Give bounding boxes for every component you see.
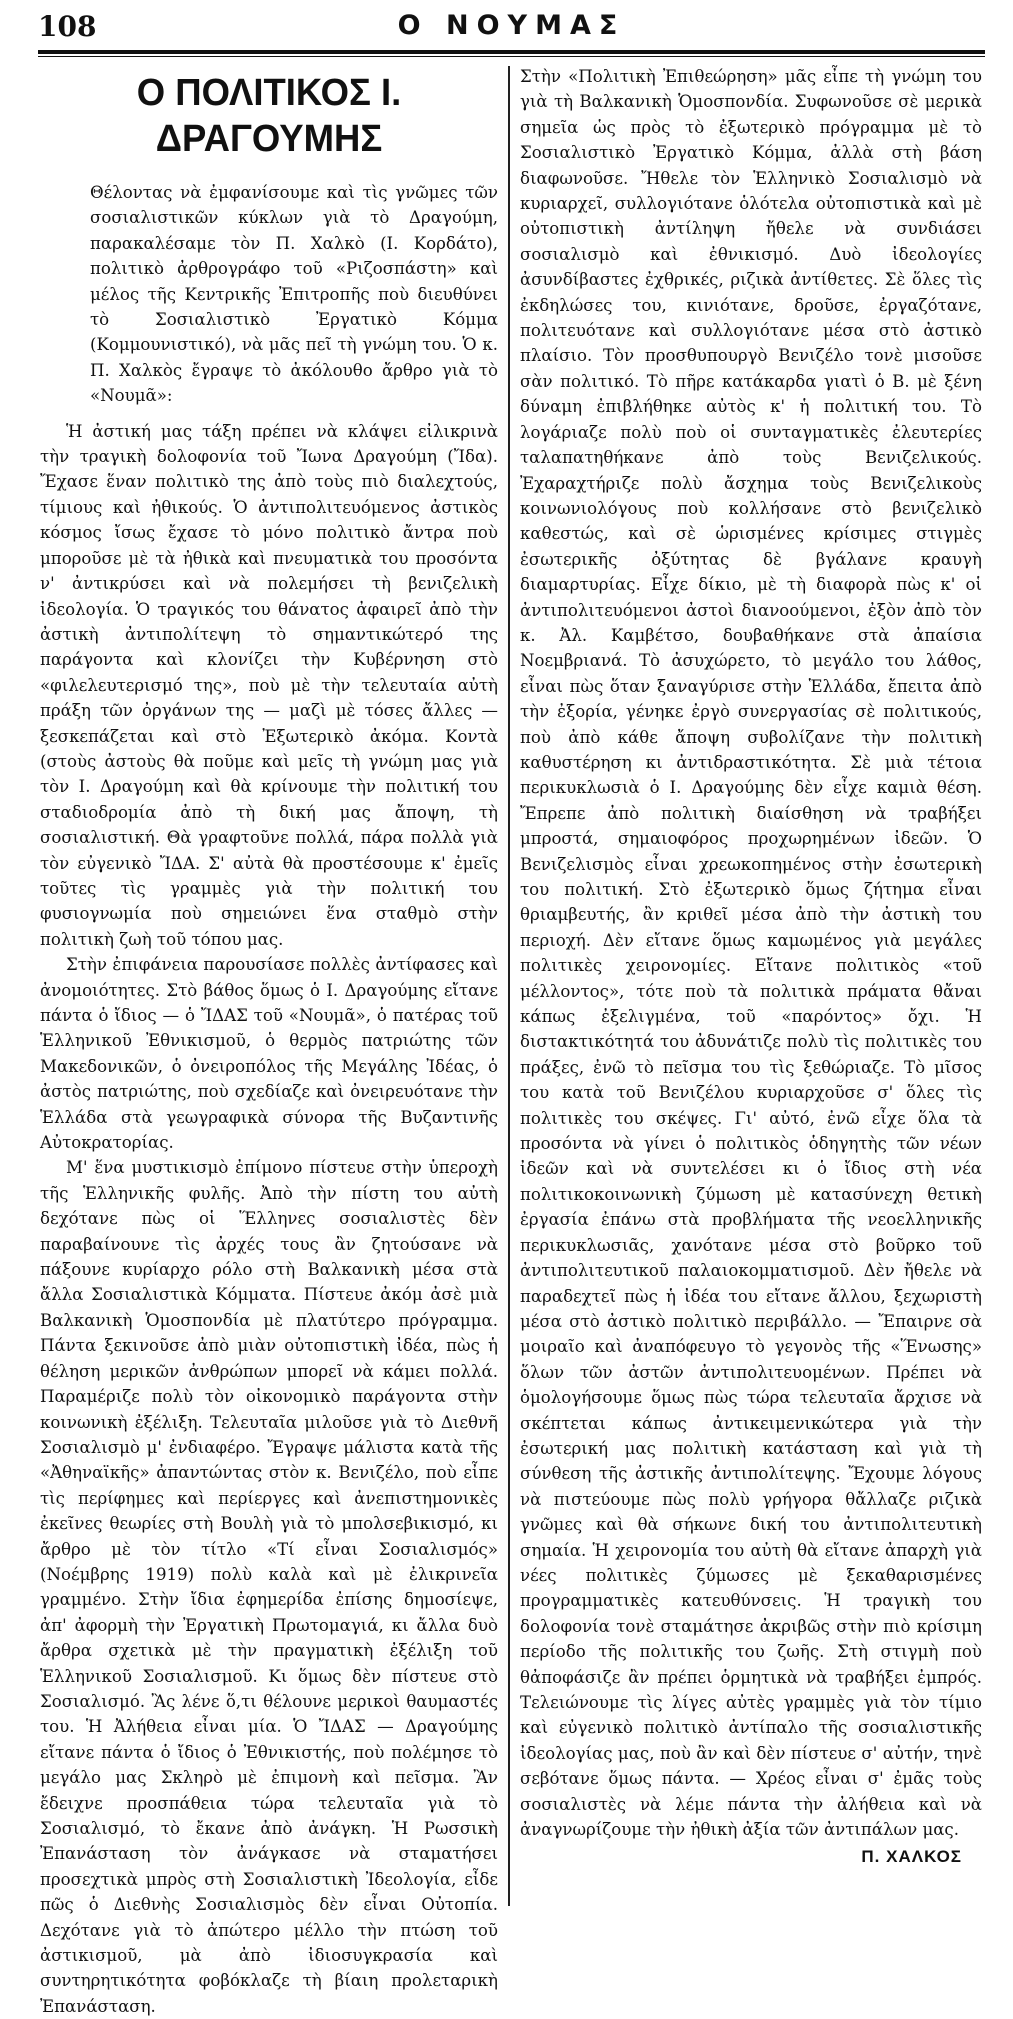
right-column <box>520 64 982 1870</box>
article-paragraph: Στὴν «Πολιτικὴ Ἐπιθεώρηση» μᾶς εἶπε τὴ γνώμη του γιὰ τὴ Βαλκανικὴ Ὁμοσπονδία. Συφωνοῦσε σὲ μερικὰ σημεῖα ὡς πρὸς τὸ ἐξωτερικὸ πρόγραμμα μὲ τὸ Σοσιαλιστικὸ Ἐργατικὸ Κόμμα, ἀλλὰ στὴ βάση διαφωνοῦσε. Ἤθελε τὸν Ἑλληνικὸ Σοσιαλισμὸ νὰ κυριαρχεῖ, συλλογιότανε ὁλότελα οὐτοπιστικὰ καὶ μὲ οὐτοπιστικὴ ἀντίληψη ἤθελε νὰ συνδιάσει σοσιαλισμὸ καὶ ἐθνικισμό. Δυὸ ἰδεολογίες ἀσυνδίβαστες ἐχθρικές, ριζικὰ ἀντίθετες. Σὲ ὅλες τὶς ἐκδηλώσες του, κινιότανε, δροῦσε, ἐργαζότανε, πολιτευότανε καὶ συλλογιότανε μέσα στὸ ἀστικὸ πλαίσιο. Τὸν προσθυπουργὸ Βενιζέλο τονὲ μισοῦσε σὰν πολιτικό. Τὸ πῆρε κατάκαρδα γιατὶ ὁ Β. μὲ ξένη δύναμη ἐπιβλήθηκε αὐτὸς κ' ἡ πολιτική του. Τὸ λογάριαζε πολὺ ποὺ οἱ συνταγματικὲς ἐλευτερίες ταλαπατηθήκανε ἀπὸ τοὺς Βενιζελικούς. Ἐχαραχτήριζε πολὺ ἄσχημα τοὺς Βενιζελικοὺς κοινωνιολόγους ποὺ κολλήσανε στὸ βενιζελικὸ καθεστώς, καὶ σὲ ὡρισμένες κρίσιμες στιγμὲς ἐσωτερικῆς ὀξύτητας δὲ βγάλανε κραυγὴ διαμαρτυρίας. Εἶχε δίκιο, μὲ τὴ διαφορὰ πὼς κ' οἱ ἀντιπολιτευόμενοι ἀστοὶ διανοούμενοι, ἐξὸν ἀπὸ τὸν κ. Ἀλ. Καμβέτσο, δουβαθήκανε στὰ ἀπαίσια Νοεμβριανά. Τὸ ἀσυχώρετο, τὸ μεγάλο του λάθος, εἶναι πὼς ὅταν ξαναγύρισε στὴν Ἑλλάδα, ἔπειτα ἀπὸ τὴν ἐξορία, γένηκε ἐργὸ συνεργασίας σὲ πολιτικούς, ποὺ ἀπὸ κάθε ἄποψη συβολίζανε τὴν πολιτικὴ καθυστέρηση κι ἀντιδραστικότητα. Σὲ μιὰ τέτοια περικυκλωσιὰ ὁ Ι. Δραγούμης δὲν εἶχε καμιὰ θέση. Ἔπρεπε ἀπὸ πολιτικὴ διαίσθηση νὰ τραβήξει μπροστά, σημαιοφόρος προχωρημένων ἰδεῶν. Ὁ Βενιζελισμὸς εἶναι χρεωκοπημένος στὴν ἐσωτερικὴ του πολιτική. Στὸ ἐξωτερικὸ ὅμως ζήτημα εἶναι θριαμβευτής, ἂν κριθεῖ μέσα ἀπὸ τὴν ἀστικὴ του περιοχή. Δὲν εἴτανε ὅμως καμωμένος γιὰ μεγάλες πολιτικὲς χειρονομίες. Εἴτανε πολιτικὸς «τοῦ μέλλοντος», τότε ποὺ τὰ πολιτικὰ πράματα θἄναι κάπως ἐξελιγμένα, τοῦ «παρόντος» ὄχι. Ἡ διστακτικότητά του ἀδυνάτιζε πολὺ τὶς πολιτικὲς του πράξες, ἐνῶ τὸ πεῖσμα του τὶς ξεθώριαζε. Τὸ μῖσος του κατὰ τοῦ Βενιζέλου κυριαρχοῦσε σ' ὅλες τὶς πολιτικὲς του σκέψες. Γι' αὐτό, ἐνῶ εἶχε ὅλα τὰ προσόντα νὰ γίνει ὁ πολιτικὸς ὁδηγητὴς τῶν νέων ἰδεῶν καὶ νὰ συντελέσει κι ὁ ἴδιος στὴ νέα πολιτικοκοινωνικὴ ζύμωση μὲ κατασύνεχη θετικὴ ἐργασία ἐπάνω στὰ προβλήματα τῆς νεοελληνικῆς περικυκλωσιᾶς, χανότανε μέσα στὸ βοῦρκο τοῦ ἀντιπολιτευτικοῦ παλαιοκομματισμοῦ. Δὲν ἤθελε νὰ παραδεχτεῖ πὼς ἡ ἰδέα του εἴτανε ἄλλου, ξεχωριστὴ μέσα στὸ ἀστικὸ πολιτικὸ περιβάλλο. — Ἔπαιρνε σὰ μοιραῖο καὶ ἀναπόφευγο τὸ γεγονὸς τῆς «Ἕνωσης» ὅλων τῶν ἀστῶν ἀντιπολιτευομένων. Πρέπει νὰ ὁμολογήσουμε ὅμως πὼς τώρα τελευταῖα ἄρχισε νὰ σκέπτεται κάπως ἀντικειμενικώτερα γιὰ τὴν ἐσωτερική μας πολιτικὴ κατάσταση καὶ γιὰ τὴ σύνθεση τῆς ἀστικῆς ἀντιπολίτεψης. Ἔχουμε λόγους νὰ πιστεύουμε πὼς πολὺ γρήγορα θἄλλαζε ριζικὰ γνῶμες καὶ θὰ σήκωνε δική του ἀντιπολιτευτικὴ σημαία. Ἡ χειρονομία του αὐτὴ θὰ εἴτανε ἀπαρχὴ γιὰ νέες πολιτικὲς ζύμωσες μὲ ξεκαθαρισμένες προγραμματικὲς κατευθύνσεις. Ἡ τραγικὴ του δολοφονία τονὲ σταμάτησε ἀκριβῶς στὴν πιὸ κρίσιμη περίοδο τῆς πολιτικῆς του ζωῆς. Στὴ στιγμὴ ποὺ θἀποφάσιζε ἂν πρέπει ὁρμητικὰ νὰ τραβήξει ἐμπρός. Τελειώνουμε τὶς λίγες αὐτὲς γραμμὲς γιὰ τὸν τίμιο καὶ εὐγενικὸ πολιτικὸ ἀντίπαλο τῆς σοσιαλιστικῆς ἰδεολογίας μας, ποὺ ἂν καὶ δὲν πίστευε σ' αὐτήν, τηνὲ σεβότανε ὅμως πάντα. — Χρέος εἶναι σ' ἐμᾶς τοὺς σοσιαλιστὲς νὰ λέμε πάντα τὴν ἀλήθεια καὶ νὰ ἀναγνωρίζουμε τὴν ἠθικὴ ἀξία τῶν ἀντιπάλων μας. <box>520 67 982 1840</box>
journal-name: Ο ΝΟΥΜΑΣ <box>397 10 626 41</box>
editorial-intro: Θέλοντας νὰ ἐμφανίσουμε καὶ τὶς γνῶμες τῶν σοσιαλιστικῶν κύκλων γιὰ τὸ Δραγούμη, παρακαλέσαμε τὸν Π. Χαλκὸ (Ι. Κορδάτο), πολιτικὸ ἀρθρογράφο τοῦ «Ριζοσπάστη» καὶ μέλος τῆς Κεντρικῆς Ἐπιτροπῆς ποὺ διευθύνει τὸ Σοσιαλιστικὸ Ἐργατικὸ Κόμμα (Κομμουνιστικό), νὰ μᾶς πεῖ τὴ γνώμη του. Ὁ κ. Π. Χαλκὸς ἔγραψε τὸ ἀκόλουθο ἄρθρο γιὰ τὸ «Νουμᾶ»: <box>90 183 498 406</box>
page-header <box>38 6 985 48</box>
article-paragraph: Ἡ ἀστική μας τάξη πρέπει νὰ κλάψει εἰλικρινὰ τὴν τραγικὴ δολοφονία τοῦ Ἴωνα Δραγούμη (Ἴδα). Ἔχασε ἕναν πολιτικὸ της ἀπὸ τοὺς πιὸ διαλεχτούς, τίμιους καὶ ἠθικούς. Ὁ ἀντιπολιτευόμενος ἀστικὸς κόσμος ἴσως ἔχασε τὸ μόνο πολιτικὸ ἄντρα ποὺ μποροῦσε μὲ τὰ ἠθικὰ καὶ πνευματικὰ του προσόντα ν' ἀντικρύσει καὶ νὰ πολεμήσει τὴ βενιζελικὴ ἰδεολογία. Ὁ τραγικός του θάνατος ἀφαιρεῖ ἀπὸ τὴν ἀστικὴ ἀντιπολίτεψη τὸ σημαντικώτερό της παράγοντα καὶ κλονίζει τὴν Κυβέρνηση στὸ «φιλελευτερισμό της», ποὺ μὲ τὴν τελευταία αὐτὴ πράξη τῶν ὀργάνων της — μαζὶ μὲ τόσες ἄλλες — ξεσκεπάζεται καὶ στὸ Ἐξωτερικὸ ἀκόμα. Κοντὰ (στοὺς ἀστοὺς θὰ ποῦμε καὶ μεῖς τὴ γνώμη μας γιὰ τὸν Ι. Δραγούμη καὶ θὰ κρίνουμε τὴν πολιτική του σταδιοδρομία ἀπὸ τὴ δική μας ἄποψη, τὴ σοσιαλιστική. Θὰ γραφτοῦνε πολλά, πάρα πολλὰ γιὰ τὸν εὐγενικὸ ἼΔΑ. Σ' αὐτὰ θὰ προστέσουμε κ' ἐμεῖς τοῦτες τὶς γραμμὲς γιὰ τὴν πολιτική του φυσιογνωμία ποὺ σημειώνει ἕνα σταθμὸ στὴν πολιτικὴ ζωὴ τοῦ τόπου μας. <box>40 421 498 949</box>
author-signature: Π. ΧΑΛΚΟΣ <box>861 1847 962 1867</box>
article-paragraph: Μ' ἕνα μυστικισμὸ ἐπίμονο πίστευε στὴν ὑπεροχὴ τῆς Ἑλληνικῆς φυλῆς. Ἀπὸ τὴν πίστη του αὐτὴ δεχότανε πὼς οἱ Ἕλληνες σοσιαλιστὲς δὲν παραβαίνουνε τὶς ἀρχές τους ἂν ζητούσανε νὰ πάξουνε κυρίαρχο ρόλο στὴ Βαλκανικὴ μέσα στὰ ἄλλα Σοσιαλιστικὰ Κόμματα. Πίστευε ἀκόμ ἀσὲ μιὰ Βαλκανικὴ Ὁμοσπονδία μὲ πλατύτερο πρόγραμμα. Πάντα ξεκινοῦσε ἀπὸ μιὰν οὐτοπιστικὴ ἰδέα, πὼς ἡ θέληση μερικῶν ἀνθρώπων μπορεῖ νὰ κάμει πολλά. Παραμέριζε πολὺ τὸν οἰκονομικὸ παράγοντα στὴν κοινωνικὴ ἐξέλιξη. Τελευταῖα μιλοῦσε γιὰ τὸ Διεθνῆ Σοσιαλισμὸ μ' ἐνδιαφέρο. Ἔγραψε μάλιστα κατὰ τῆς «Ἀθηναϊκῆς» ἀπαντώντας στὸν κ. Βενιζέλο, ποὺ εἶπε τὶς περίφημες καὶ περίεργες καὶ ἀνεπιστημονικὲς ἐκεῖνες θεωρίες στὴ Βουλὴ γιὰ τὸ μπολσεβικισμό, κι ἄρθρο μὲ τὸν τίτλο «Τί εἶναι Σοσιαλισμός» (Νοέμβρης 1919) πολὺ καλὰ καὶ μὲ ἐλικρινεῖα γραμμένο. Στὴν ἴδια ἐφημερίδα ἐπίσης δημοσίεψε, ἀπ' ἀφορμὴ τὴν Ἐργατικὴ Πρωτομαγιά, κι ἄλλα δυὸ ἄρθρα σχετικὰ μὲ τὴν πραγματικὴ ἐξέλιξη τοῦ Ἑλληνικοῦ Σοσιαλισμοῦ. Κι ὅμως δὲν πίστευε στὸ Σοσιαλισμό. Ἂς λένε ὅ,τι θέλουνε μερικοὶ θαυμαστές του. Ἡ Ἀλήθεια εἶναι μία. Ὁ ἼΔΑΣ — Δραγούμης εἴτανε πάντα ὁ ἴδιος ὁ Ἐθνικιστής, ποὺ πολέμησε τὸ μεγάλο μας Σκληρὸ μὲ ἐπιμονὴ καὶ πεῖσμα. Ἂν ἔδειχνε προσπάθεια τώρα τελευταῖα γιὰ τὸ Σοσιαλισμό, τὸ ἔκανε ἀπὸ ἀνάγκη. Ἡ Ρωσσικὴ Ἐπανάσταση τὸν ἀνάγκασε νὰ σταματήσει προσεχτικὰ μπρὸς στὴ Σοσιαλιστικὴ Ἰδεολογία, εἶδε πῶς ὁ Διεθνὴς Σοσιαλισμὸς δὲν εἶναι Οὐτοπία. Δεχότανε γιὰ τὸ ἀπώτερο μέλλο τὴν πτώση τοῦ ἀστικισμοῦ, μὰ ἀπὸ ἰδιοσυγκρασία καὶ συντηρητικότητα φοβόκλαζε τὴ βίαιη προλεταρικὴ Ἐπανάσταση. <box>40 1158 498 2016</box>
page-number: 108 <box>38 10 97 43</box>
header-rule-thin <box>38 56 985 57</box>
header-rule <box>38 50 985 54</box>
column-divider <box>508 66 510 1906</box>
left-column <box>40 64 498 2019</box>
article-title: Ο ΠΟΛΙΤΙΚΟΣ Ι. ΔΡΑΓΟΥΜΗΣ <box>136 72 402 160</box>
article-paragraph: Στὴν ἐπιφάνεια παρουσίασε πολλὲς ἀντίφασες καὶ ἀνομοιότητες. Στὸ βάθος ὅμως ὁ Ι. Δραγούμης εἴτανε πάντα ὁ ἴδιος — ὁ ἼΔΑΣ τοῦ «Νουμᾶ», ὁ πατέρας τοῦ Ἑλληνικοῦ Ἐθνικισμοῦ, ὁ θερμὸς πατριώτης τῶν Μακεδονικῶν, ὁ ὀνειροπόλος τῆς Μεγάλης Ἰδέας, ὁ ἀστὸς πατριώτης, ποὺ σχεδίαζε καὶ ὀνειρευότανε τὴν Ἑλλάδα στὰ γεωγραφικὰ σύνορα τῆς Βυζαντινῆς Αὐτοκρατορίας. <box>40 955 498 1153</box>
